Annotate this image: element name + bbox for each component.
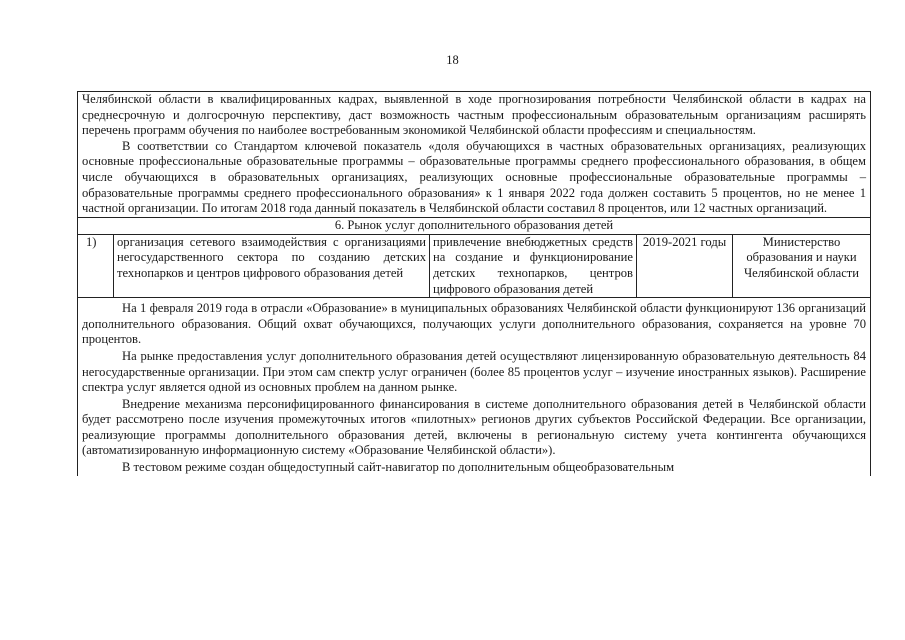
body-paragraph: В тестовом режиме создан общедоступный сайт-навигатор по дополнительным общеобразовательным — [122, 460, 675, 475]
intro-paragraph: Челябинской области в квалифицированных кадрах, выявленной в ходе прогнозирования потребности Челябинской области в кадрах на среднесрочную и долгосрочную перспективу, даст возможность частным профессиональным образовательным организациям расширять перечень программ обучения по наиболее востребованным экономикой Челябинской области профессиям и специальностям. — [82, 92, 866, 138]
term-cell: 2019-2021 годы — [637, 235, 733, 297]
body-paragraph: Внедрение механизма персонифицированного финансирования в системе дополнительного образования детей в Челябинской области будет рассмотрено после изучения промежуточных итогов «пилотных» регионов других субъектов Российской Федерации. Все организации, реализующие программы дополнительного образования детей, включены в региональную систему учета контингента обучающихся (автоматизированную информационную систему «Образование Челябинской области»). — [82, 396, 866, 458]
section-heading: 6. Рынок услуг дополнительного образования детей — [78, 217, 870, 235]
body-paragraph: На 1 февраля 2019 года в отрасли «Образование» в муниципальных образованиях Челябинской области функционируют 136 организаций дополнительного образования. Общий охват обучающихся, получающих услуги дополнительного образования, сохраняется на уровне 70 процентов. — [82, 301, 866, 347]
intro-block — [78, 92, 870, 217]
responsible-cell: Министерство образования и науки Челябинской области — [743, 234, 860, 280]
body-block — [78, 298, 870, 476]
intro-paragraph: В соответствии со Стандартом ключевой показатель «доля обучающихся в частных образовательных организациях, реализующих основные профессиональные образовательные программы – образовательные программы среднего профессионального образования, в общем числе обучающихся в образовательных организациях, реализующих основные профессиональные образовательные программы – образовательные программы среднего профессионального образования» к 1 января 2022 года должен составить 5 процентов, но не менее 1 частной организации. По итогам 2018 года данный показатель в Челябинской области составил 8 процентов, или 12 частных организаций. — [82, 138, 866, 216]
document-table — [77, 91, 871, 476]
body-paragraph: На рынке предоставления услуг дополнительного образования детей осуществляют лицензированную образовательную деятельность 84 негосударственные организации. При этом сам спектр услуг ограничен (более 85 процентов услуг – изучение иностранных языков). Расширение спектра услуг является одной из основных проблем на данном рынке. — [82, 348, 866, 395]
action-cell: организация сетевого взаимодействия с организациями негосударственного сектора по созданию детских технопарков и центров цифрового образования детей — [114, 235, 430, 297]
table-row — [78, 235, 870, 298]
result-cell: привлечение внебюджетных средств на создание и функционирование детских технопарков, центров цифрового образования детей — [430, 235, 637, 297]
row-number-cell: 1) — [78, 235, 114, 297]
page-number: 18 — [446, 53, 459, 67]
